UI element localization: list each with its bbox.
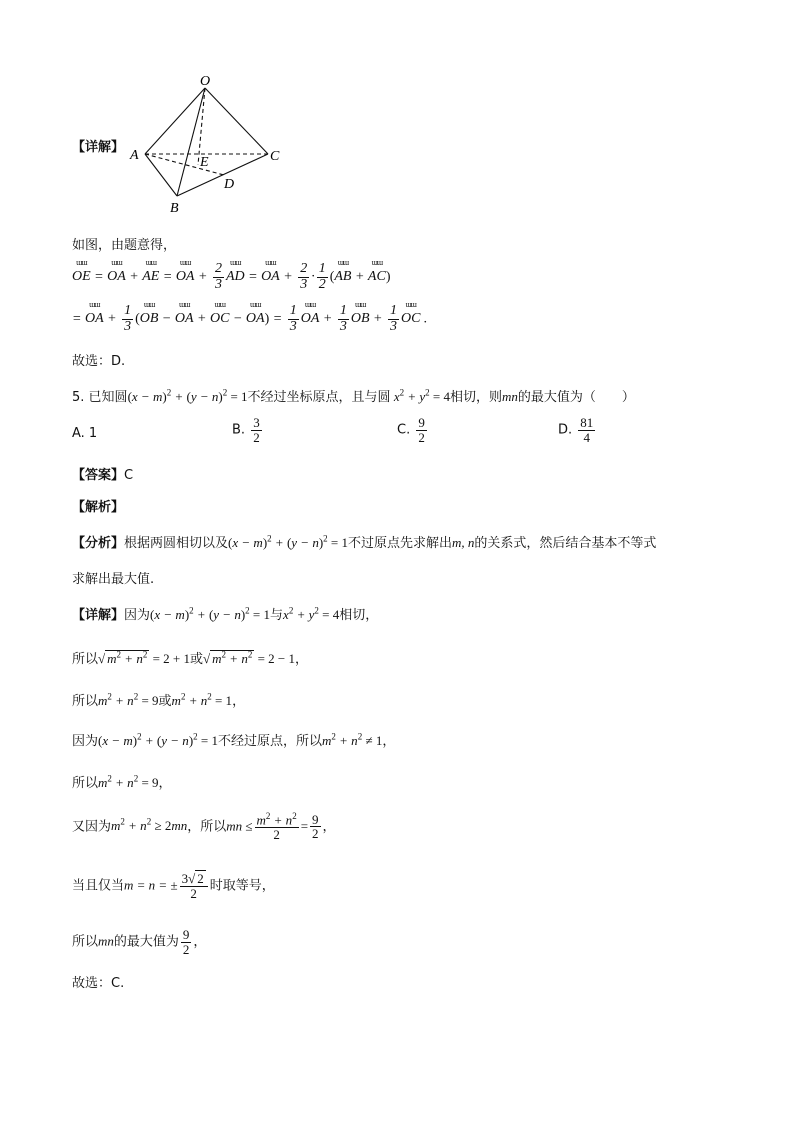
q5-detail-line7: 当且仅当m = n = ± $\frac{3√ 2}{2}$ 时取等号，: [72, 871, 275, 901]
q5-detail-line6: 又因为$m^2 + n^2 \ge 2mn$，所以mn ≤ $\frac{m^2 + n^2}{2}$ = $\frac{9}{2}$ ，: [72, 811, 336, 842]
tetrahedron-diagram: [120, 68, 300, 218]
prev-line1: 如图，由题意得，: [72, 238, 177, 253]
label-A: A: [130, 148, 139, 163]
q5-final-choice: 故选：C.: [72, 976, 125, 991]
prev-detail-tag: 【详解】: [72, 140, 125, 155]
q5-option-b[interactable]: B. $\frac{3}{2}$: [232, 415, 260, 445]
prev-equation-1: ɯɯ OE = ɯɯ OA + ɯɯ AE = ɯɯ OA + $\frac{2}{3}$ ɯɯ AD = ɯɯ OA + $\frac{2}{3}$ · $\frac{1}{2}$ (ɯɯ AB + ɯɯ AC): [72, 262, 390, 292]
q5-analysis-tag: 【解析】: [72, 500, 125, 515]
q5-option-c[interactable]: C. $\frac{9}{2}$: [397, 415, 425, 445]
q5-detail-line2: 所以√ $m^2 + n^2 = 2 + 1$或√ $m^2 + n^2 = 2 - 1$，: [72, 649, 309, 667]
q5-detail-line1: 【详解】因为$(x - m)^2 + (y - n)^2 = 1$与$x^2 + y^2 = 4$相切，: [72, 605, 379, 623]
q5-option-a[interactable]: A. 1: [72, 426, 98, 441]
label-O: O: [200, 74, 211, 89]
label-E: E: [200, 155, 209, 170]
q5-detail-line8: 所以mn的最大值为 $\frac{9}{2}$ ，: [72, 927, 207, 957]
label-D: D: [224, 177, 235, 192]
q5-stem: 5. 已知圆$(x - m)^2 + (y - n)^2 = 1$不经过坐标原点，且与圆 $x^2 + y^2 = 4$相切，则mn的最大值为（ ）: [72, 387, 635, 405]
edge-AD: [145, 154, 224, 175]
label-B: B: [170, 201, 179, 216]
edge-AB: [145, 154, 177, 196]
edge-OC: [205, 88, 268, 154]
q5-answer: 【答案】C: [72, 468, 134, 483]
q5-option-d[interactable]: D. $\frac{81}{4}$: [558, 415, 594, 445]
q5-detail-line3: 所以$m^2 + n^2 = 9$或$m^2 + n^2 = 1$，: [72, 691, 246, 709]
label-C: C: [270, 149, 280, 164]
q5-detail-line5: 所以$m^2 + n^2 = 9$，: [72, 773, 172, 791]
q5-detail-line4: 因为$(x - m)^2 + (y - n)^2 = 1$不经过原点，所以$m^2 + n^2 \ne 1$，: [72, 731, 396, 749]
prev-choice: 故选：D.: [72, 354, 126, 369]
prev-equation-2: = ɯɯ OA + $\frac{1}{3}$ (ɯɯ OB − ɯɯ OA + ɯɯ OC − ɯɯ OA) = $\frac{1}{3}$ ɯɯ OA + $\frac{1}{3}$ ɯɯ OB + $\frac{1}{3}$ ɯɯ OC .: [72, 304, 427, 334]
q5-fenxi-line2: 求解出最大值.: [72, 572, 155, 587]
q5-fenxi-line1: 【分析】根据两圆相切以及$(x - m)^2 + (y - n)^2 = 1$不过原点先求解出m, n的关系式，然后结合基本不等式: [72, 533, 657, 551]
